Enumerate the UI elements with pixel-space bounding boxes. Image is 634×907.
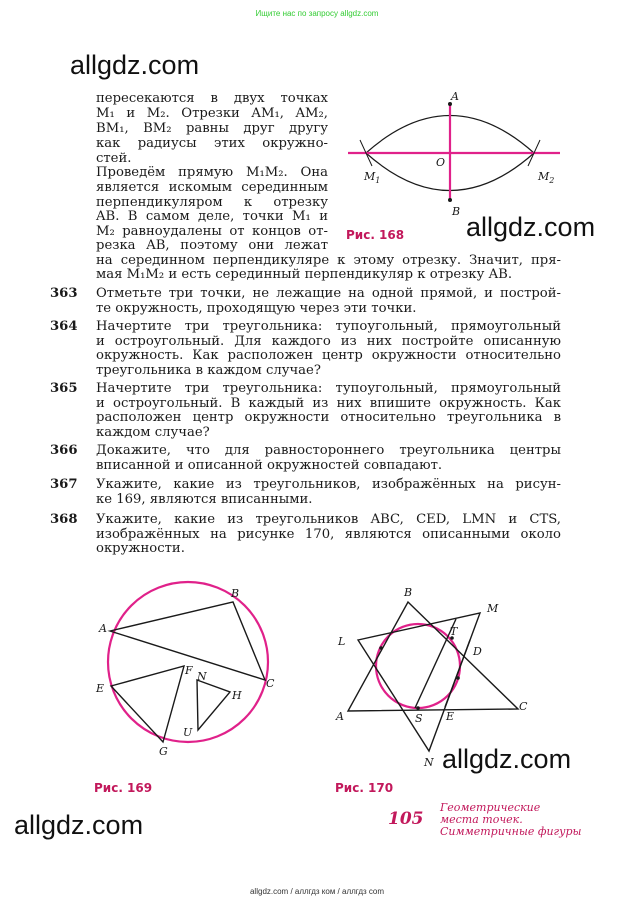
problem-text: треугольника в каждом случае?: [96, 363, 321, 378]
text-line: является искомым серединным: [96, 180, 328, 195]
text-line: на серединном перпендикуляре к этому отрезку. Значит, пря-: [96, 253, 561, 268]
text-line: AB. В самом деле, точки M₁ и: [96, 209, 328, 224]
circumcircle: [108, 582, 268, 742]
problem-number: 368: [50, 512, 78, 527]
label-s: S: [415, 712, 423, 725]
label-a: A: [336, 710, 344, 723]
running-head-line: Симметричные фигуры: [440, 825, 582, 838]
page-number: 105: [388, 809, 424, 829]
problem-text: Укажите, какие из треугольников ABC, CED, LMN и CTS,: [96, 512, 561, 527]
triangle-abc: [348, 602, 518, 711]
watermark: allgdz.com: [70, 50, 200, 80]
problem-number: 366: [50, 443, 78, 458]
label-a: A: [451, 90, 459, 103]
problem-number: 363: [50, 286, 78, 301]
problem-text: ке 169, являются вписанными.: [96, 492, 313, 507]
text-line: BM₁, BM₂ равны друг другу: [96, 121, 328, 136]
point-b: [448, 198, 452, 202]
label-u: U: [183, 726, 193, 739]
problem-text: и остроугольный. Для каждого из них постройте описанную: [96, 334, 561, 349]
label-m2: $M_2$: [538, 170, 555, 185]
problem-number: 365: [50, 381, 78, 396]
problem-text: Отметьте три точки, не лежащие на одной прямой, и построй-: [96, 286, 561, 301]
problem-text: расположен центр окружности относительно треугольника в: [96, 410, 561, 425]
label-c: C: [266, 677, 275, 690]
label-f: F: [185, 664, 193, 677]
label-c: C: [519, 700, 528, 713]
label-e: E: [96, 682, 105, 695]
text-line: пересекаются в двух точках: [96, 91, 328, 106]
text-line: как радиусы этих окружно-: [96, 136, 328, 151]
problem-text: Начертите три треугольника: тупоугольный, прямоугольный: [96, 319, 561, 334]
figure-168-caption: Рис. 168: [346, 228, 405, 242]
problem-text: и остроугольный. В каждый из них впишите окружность. Как: [96, 396, 561, 411]
label-n: N: [197, 670, 207, 683]
watermark: allgdz.com: [442, 744, 572, 774]
triangle-lmn: [358, 613, 480, 751]
problem-number: 364: [50, 319, 78, 334]
top-note: Ищите нас по запросу allgdz.com: [255, 9, 379, 18]
text-line: мая M₁M₂ и есть серединный перпендикуляр к отрезку AB.: [96, 267, 513, 282]
problem-text: Укажите, какие из треугольников, изображённых на рисун-: [96, 477, 561, 492]
running-head: [440, 802, 582, 838]
watermark: allgdz.com: [14, 810, 144, 840]
label-b: B: [231, 587, 240, 600]
problem-text: окружности.: [96, 541, 185, 556]
text-line: резка AB, поэтому они лежат: [96, 238, 328, 253]
tangent-point: [456, 676, 460, 680]
text-line: стей.: [96, 151, 132, 166]
label-o: O: [436, 156, 446, 169]
label-b: B: [404, 586, 413, 599]
tangent-point: [379, 646, 383, 650]
problem-number: 367: [50, 477, 78, 492]
label-g: G: [159, 745, 168, 758]
problem-text: вписанной и описанной окружностей совпадают.: [96, 458, 443, 473]
label-m1: $M_1$: [364, 170, 381, 185]
label-e: E: [446, 710, 455, 723]
label-a: A: [99, 622, 107, 635]
text-line: перпендикуляром к отрезку: [96, 195, 328, 210]
label-l: L: [338, 635, 346, 648]
running-head-line: места точек.: [440, 813, 523, 826]
tangent-point: [416, 706, 420, 710]
problem-text: Докажите, что для равностороннего треугольника центры: [96, 443, 561, 458]
label-h: H: [232, 689, 242, 702]
problem-text: Начертите три треугольника: тупоугольный, прямоугольный: [96, 381, 561, 396]
watermark: allgdz.com: [466, 212, 596, 242]
problem-text: изображённых на рисунке 170, являются описанными около: [96, 527, 561, 542]
label-d: D: [473, 645, 482, 658]
label-n: N: [424, 756, 434, 769]
figure-170: [330, 580, 540, 770]
text-line: Проведём прямую M₁M₂. Она: [96, 165, 328, 180]
label-b: B: [452, 205, 461, 218]
triangle-nhu: [197, 680, 230, 730]
text-line: M₂ равноудалены от концов от-: [96, 224, 328, 239]
running-head-line: Геометрические: [440, 801, 541, 814]
figure-168: [340, 88, 565, 223]
figure-169-caption: Рис. 169: [94, 781, 153, 795]
figure-169: [90, 580, 295, 765]
text-line: M₁ и M₂. Отрезки AM₁, AM₂,: [96, 106, 328, 121]
problem-text: те окружность, проходящую через эти точки.: [96, 301, 417, 316]
problem-text: окружность. Как расположен центр окружности относительно: [96, 348, 561, 363]
figure-170-caption: Рис. 170: [335, 781, 394, 795]
bottom-note: allgdz.com / аллгдз ком / аллгдз com: [249, 887, 385, 896]
problem-text: каждом случае?: [96, 425, 210, 440]
label-m: M: [487, 602, 499, 615]
label-t: T: [450, 625, 458, 638]
